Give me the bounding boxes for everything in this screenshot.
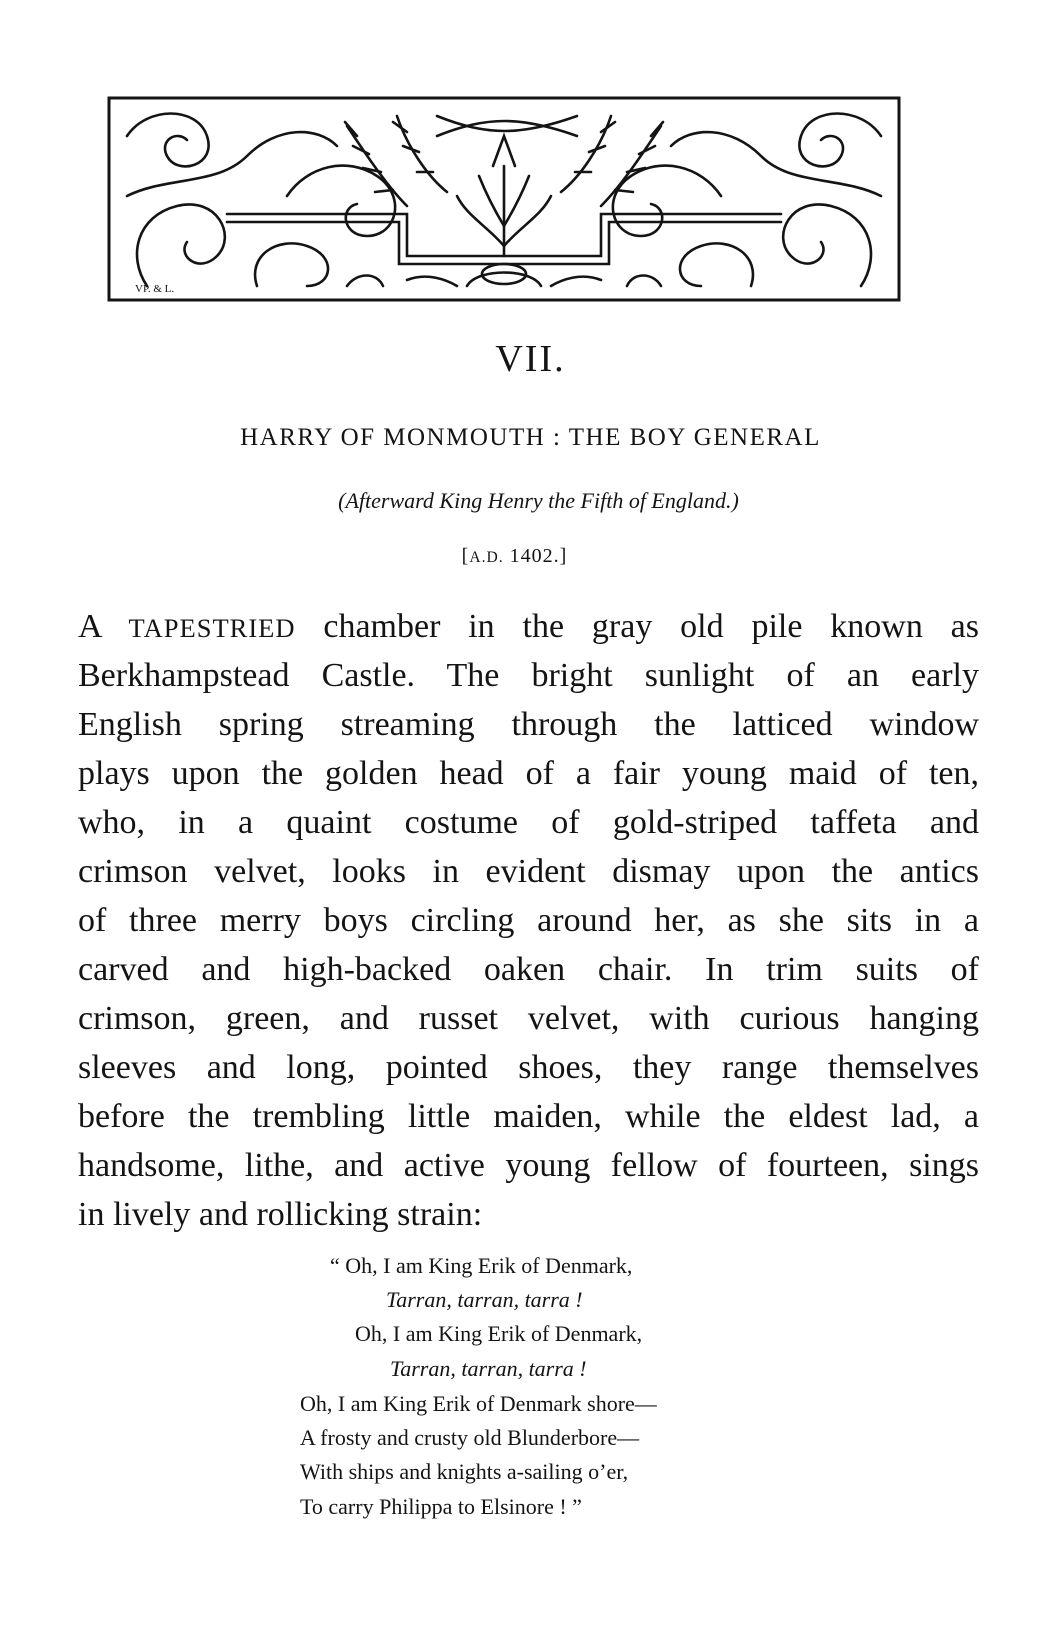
paragraph-line [78, 602, 979, 652]
paragraph-line: of three merry boys circling around her, as she sits in a [78, 902, 979, 939]
verse-line: To carry Philippa to Elsinore ! ” [300, 1494, 582, 1519]
decorative-headpiece [107, 96, 901, 302]
ornament-monogram: VP. & L. [135, 283, 175, 295]
verse-line: A frosty and crusty old Blunderbore— [300, 1425, 640, 1450]
paragraph-line: handsome, lithe, and active young fellow of fourteen, sings [78, 1147, 979, 1184]
paragraph-line: English spring streaming through the latticed window [78, 706, 979, 743]
verse-line: Oh, I am King Erik of Denmark, [355, 1321, 643, 1346]
verse-line: Tarran, tarran, tarra ! [386, 1287, 583, 1312]
verse-line: “ Oh, I am King Erik of Denmark, [330, 1253, 633, 1278]
paragraph-line: plays upon the golden head of a fair young maid of ten, [78, 755, 979, 792]
paragraph-line: crimson, green, and russet velvet, with curious hanging [78, 1000, 979, 1037]
chapter-subtitle: (Afterward King Henry the Fifth of England.) [338, 488, 739, 513]
paragraph-line: Berkhampstead Castle. The bright sunlight of an early [78, 657, 979, 694]
date-era: A.D. [469, 549, 504, 566]
paragraph-line: crimson velvet, looks in evident dismay upon the antics [78, 853, 979, 890]
paragraph-line: who, in a quaint costume of gold-striped taffeta and [78, 804, 979, 841]
chapter-date [0, 545, 1045, 568]
paragraph-line: in lively and rollicking strain: [78, 1196, 483, 1233]
paragraph-line: carved and high-backed oaken chair. In trim suits of [78, 951, 979, 988]
date-year: 1402.] [503, 545, 568, 567]
paragraph-line: before the trembling little maiden, while the eldest lad, a [78, 1098, 979, 1135]
date-bracket: [ [461, 545, 470, 567]
chapter-number: VII. [495, 338, 566, 380]
chapter-title: HARRY OF MONMOUTH : THE BOY GENERAL [240, 424, 821, 451]
line-remainder: chamber in the gray old pile known as [295, 608, 979, 645]
paragraph-line: sleeves and long, pointed shoes, they range themselves [78, 1049, 979, 1086]
lead-initial: A [78, 608, 129, 645]
lead-smallcaps: TAPESTRIED [128, 613, 296, 643]
verse-line: Tarran, tarran, tarra ! [390, 1356, 587, 1381]
verse-line: Oh, I am King Erik of Denmark shore— [300, 1391, 657, 1416]
verse-line: With ships and knights a-sailing o’er, [300, 1459, 629, 1484]
